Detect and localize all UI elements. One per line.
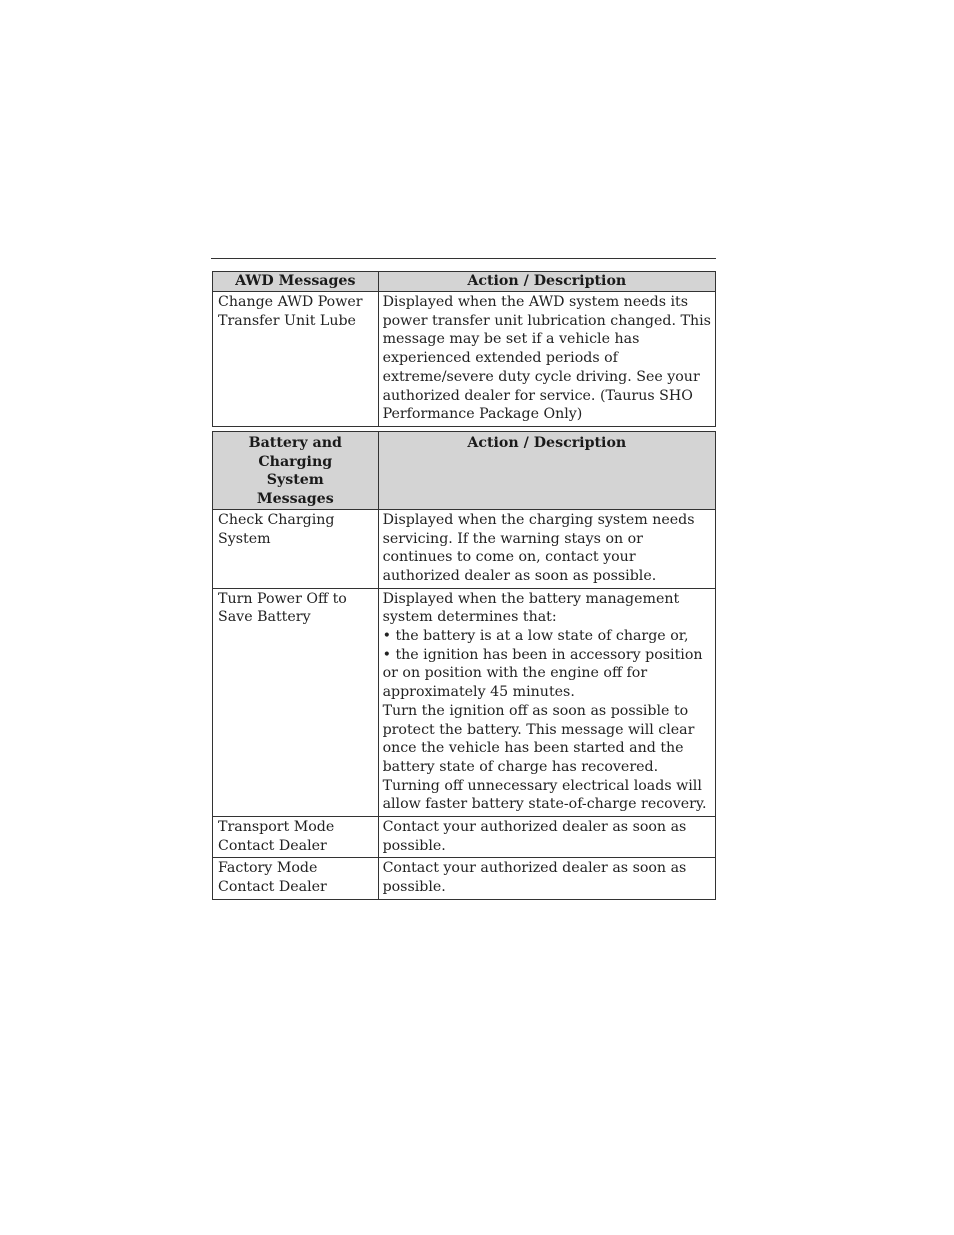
description-intro: Displayed when the battery management system determines that: bbox=[382, 590, 680, 626]
description-cell bbox=[378, 588, 715, 816]
table-row bbox=[213, 588, 716, 816]
table-row bbox=[213, 292, 716, 427]
message-cell: Transport Mode Contact Dealer bbox=[213, 817, 379, 858]
description-cell: Displayed when the charging system needs servicing. If the warning stays on or continues to come on, contact your authorized dealer as soon as possible. bbox=[378, 509, 715, 588]
message-cell: Change AWD Power Transfer Unit Lube bbox=[213, 292, 379, 427]
description-cell: Contact your authorized dealer as soon as possible. bbox=[378, 817, 715, 858]
column-header-action: Action / Description bbox=[378, 432, 715, 510]
message-cell: Factory Mode Contact Dealer bbox=[213, 858, 379, 899]
column-header-messages: AWD Messages bbox=[213, 272, 379, 292]
column-header-action: Action / Description bbox=[378, 272, 715, 292]
description-cell: Contact your authorized dealer as soon as possible. bbox=[378, 858, 715, 899]
table-row bbox=[213, 858, 716, 899]
table-row bbox=[213, 817, 716, 858]
battery-charging-messages-table bbox=[212, 431, 716, 900]
table-header-row bbox=[213, 272, 716, 292]
description-cell: Displayed when the AWD system needs its power transfer unit lubrication changed. This message may be set if a vehicle has experienced extended periods of extreme/severe duty cycle driving. See your authorized dealer for service. (Taurus SHO Performance Package Only) bbox=[378, 292, 715, 427]
message-cell: Turn Power Off to Save Battery bbox=[213, 588, 379, 816]
column-header-messages: Battery and Charging System Messages bbox=[213, 432, 379, 510]
table-header-row bbox=[213, 432, 716, 510]
description-bullet: • the ignition has been in accessory position or on position with the engine off for approximately 45 minutes. bbox=[382, 646, 703, 701]
message-cell: Check Charging System bbox=[213, 509, 379, 588]
table-row bbox=[213, 509, 716, 588]
awd-messages-table bbox=[212, 271, 716, 427]
header-rule bbox=[211, 258, 716, 259]
description-outro: Turn the ignition off as soon as possible to protect the battery. This message will clear once the vehicle has been started and the battery state of charge has recovered. Turning off unnecessary electrical loads will allow faster battery state-of-charge recovery. bbox=[382, 702, 707, 813]
description-bullet: • the battery is at a low state of charge or, bbox=[382, 628, 689, 645]
